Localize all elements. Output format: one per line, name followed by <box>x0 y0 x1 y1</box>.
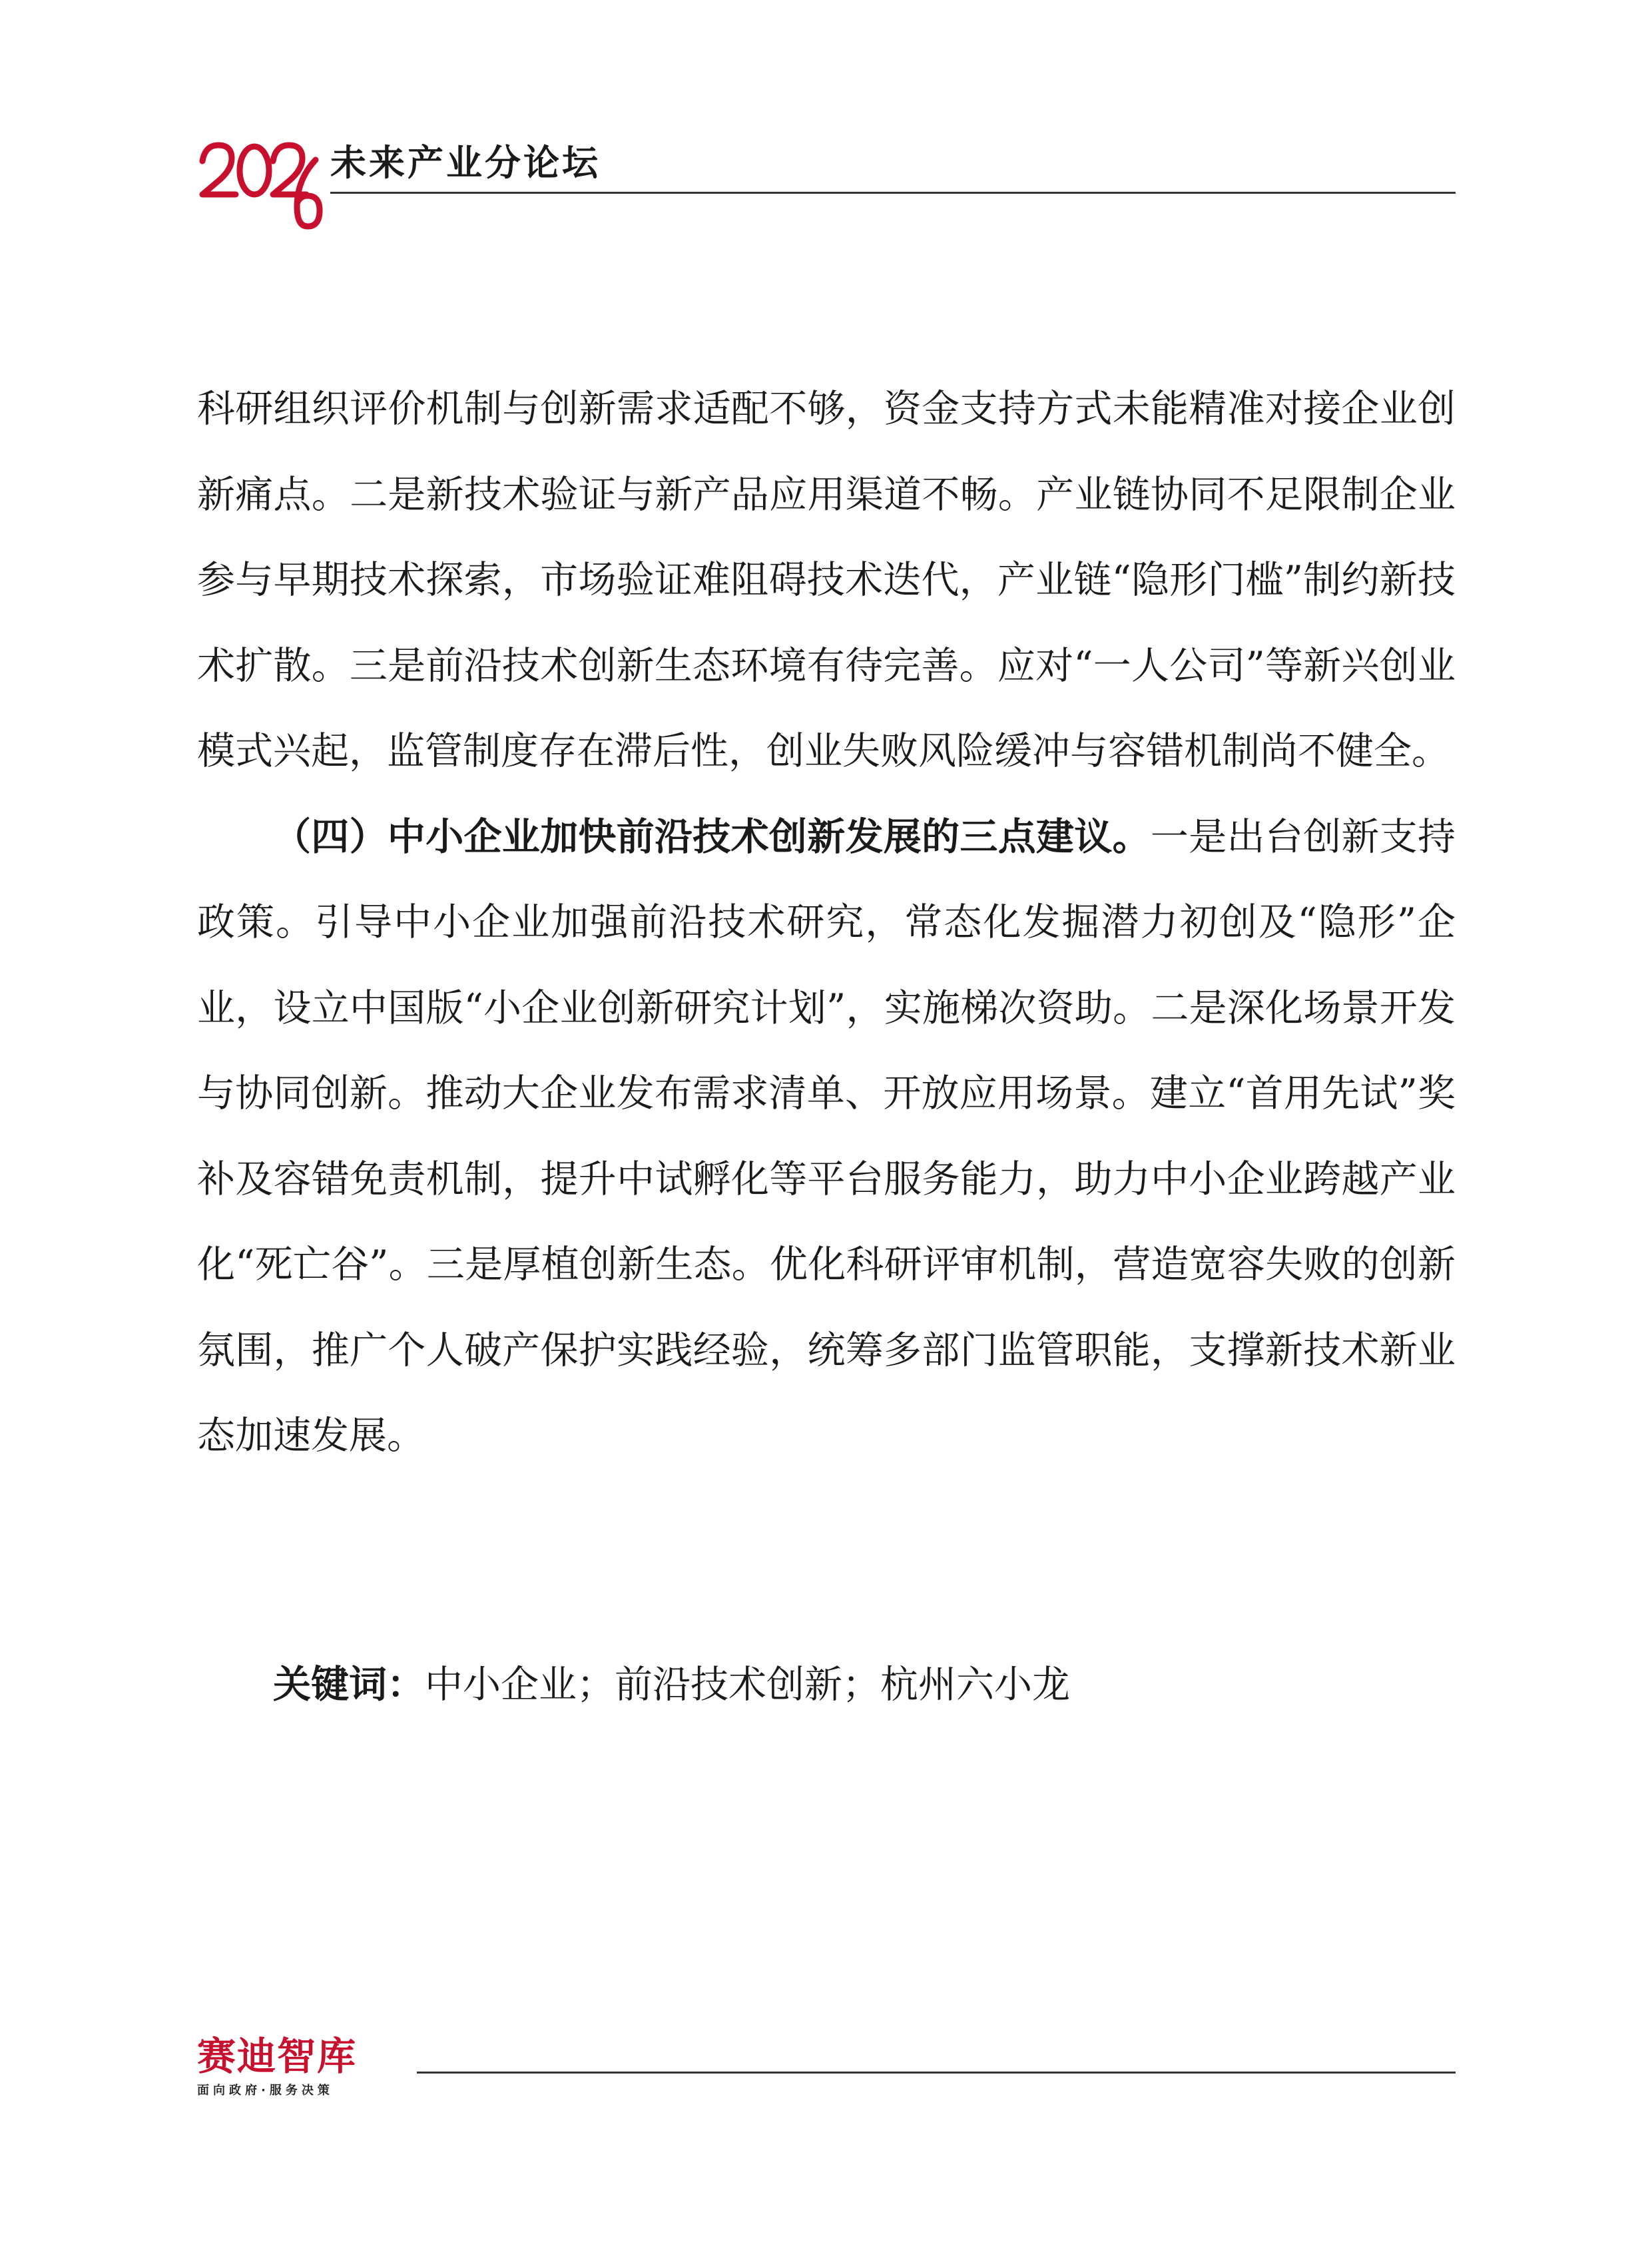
footer-slogan: 面向政府·服务决策 <box>197 2084 334 2098</box>
keywords-label: 关键词： <box>273 1663 425 1707</box>
page-header <box>197 133 1456 233</box>
footer-brand-name: 赛迪智库 <box>197 2034 358 2079</box>
section-4-text: 一是出台创新支持政策。引导中小企业加强前沿技术研究，常态化发掘潜力初创及“隐形”企业，设立中国版“小企业创新研究计划”，实施梯次资助。二是深化场景开发与协同创新。推动大企业发布需求清单、开放应用场景。建立“首用先试”奖补及容错免责机制，提升中试孵化等平台服务能力，助力中小企业跨越产业化“死亡谷”。三是厚植创新生态。优化科研评审机制，营造宽容失败的创新氛围，推广个人破产保护实践经验，统筹多部门监管职能，支撑新技术新业态加速发展。 <box>197 814 1456 1458</box>
paragraph-continued: 科研组织评价机制与创新需求适配不够，资金支持方式未能精准对接企业创新痛点。二是新技术验证与新产品应用渠道不畅。产业链协同不足限制企业参与早期技术探索，市场验证难阻碍技术迭代，产业链“隐形门槛”制约新技术扩散。三是前沿技术创新生态环境有待完善。应对“一人公司”等新兴创业模式兴起，监管制度存在滞后性，创业失败风险缓冲与容错机制尚不健全。 <box>197 387 1456 773</box>
page-footer <box>197 2034 1456 2107</box>
footer-divider <box>417 2072 1456 2074</box>
header-divider <box>330 192 1456 194</box>
ccid-think-tank-logo <box>197 2034 410 2107</box>
keywords-line <box>273 1658 1070 1711</box>
section-4-heading: （四）中小企业加快前沿技术创新发展的三点建议。 <box>273 814 1151 859</box>
keywords-value: 中小企业；前沿技术创新；杭州六小龙 <box>425 1663 1070 1707</box>
paragraph-section-4 <box>197 794 1456 1479</box>
year-2026-logo <box>197 133 324 233</box>
article-body <box>197 366 1456 1479</box>
forum-title: 未来产业分论坛 <box>330 142 601 184</box>
